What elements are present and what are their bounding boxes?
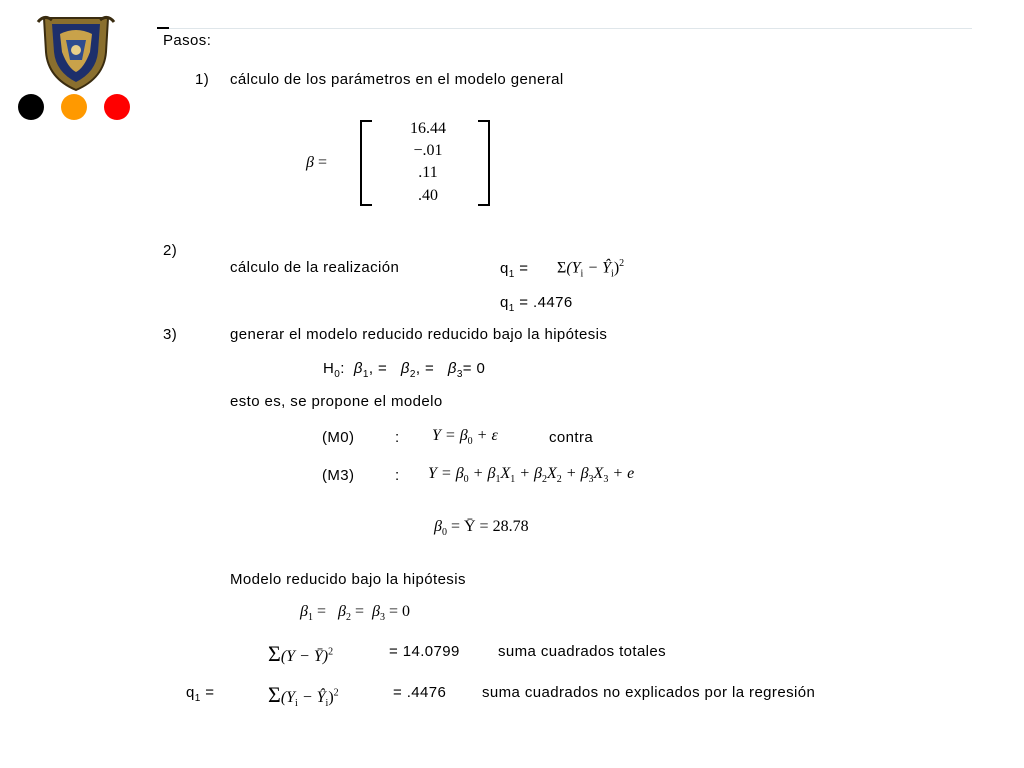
formula-sub: 1 [495,474,501,486]
eq: , = [415,360,435,377]
h-sub: 0 [334,369,341,380]
eq: = 0 [462,360,486,377]
step1-text: cálculo de los parámetros en el modelo general [230,71,564,88]
q-symbol: q [500,260,509,277]
red-dot [104,94,130,120]
q1-result [500,294,573,314]
formula-part: ) [328,689,334,706]
formula-part: X [500,465,511,482]
sigma-symbol: Σ [268,682,281,707]
formula-part: (Y − Ȳ) [280,648,329,665]
equals-sign: = [205,684,215,701]
formula-sub: 3 [603,474,609,486]
q-subscript: 1 [508,303,515,314]
formula-sub: i [611,268,614,280]
formula-sub: 0 [467,436,473,448]
formula-part: ) [613,259,620,277]
residual-sum-formula [557,258,624,280]
m3-formula [428,465,634,485]
formula-part: X [546,465,557,482]
vector-entry-3: .11 [418,164,438,181]
formula-part: + ε [472,427,498,444]
beta-symbol: β [447,360,457,377]
sse-label: suma cuadrados no explicados por la regresión [482,684,816,701]
beta-sub: 2 [409,369,416,380]
beta-symbol: β [300,603,308,620]
formula-part: (Y [566,259,581,277]
m3-colon: : [395,467,400,484]
formula-sub: 2 [541,474,547,486]
beta-symbol: β [338,603,346,620]
vector-entry-4: .40 [418,187,438,204]
sigma-symbol: Σ [268,641,281,666]
formula-sub: 1 [510,474,516,486]
equals-sign: = [317,154,327,171]
formula-sub: 0 [463,474,469,486]
q-symbol: q [500,294,509,311]
beta-sub: 0 [441,527,447,539]
formula-sub: 3 [588,474,594,486]
beta-sub: 1 [307,612,313,624]
eq: = 0 [384,603,410,620]
beta-sub: 3 [379,612,385,624]
formula-part: + β [468,465,496,482]
formula-sup: 2 [333,687,339,699]
formula-sup: 2 [328,646,334,658]
q1-definition [500,260,528,280]
sst-label: suma cuadrados totales [498,643,667,660]
sigma-symbol: Σ [557,259,567,277]
beta-sub: 1 [362,369,369,380]
formula-part: Y = β [432,427,468,444]
formula-part: X [593,465,604,482]
step3-number: 3) [163,326,178,343]
beta-symbol: β [434,518,442,535]
beta-vector-label [306,154,327,172]
beta-sub: 3 [456,369,463,380]
vector-entry-2: −.01 [413,142,443,159]
hypothesis [323,360,485,380]
formula-sub: i [580,268,584,280]
formula-part: + e [608,465,635,482]
q1-value: .4476 [533,294,573,311]
steps-heading: Pasos: [163,32,212,49]
eq: , = [368,360,388,377]
step3-text: generar el modelo reducido reducido bajo la hipótesis [230,326,608,343]
equals-sign: = [519,260,529,277]
colon: : [340,360,345,377]
q1-sse-label [186,684,214,704]
formula-sub: i [325,698,329,710]
q-subscript: 1 [508,269,515,280]
formula-part: + β [561,465,589,482]
step1-number: 1) [195,71,210,88]
formula-sup: 2 [619,258,625,269]
reduced-hypothesis [300,603,410,623]
step2-text: cálculo de la realización [230,259,400,276]
formula-part: (Y [280,689,296,706]
beta-sub: 2 [345,612,351,624]
m0-label: (M0) [322,429,355,446]
top-rule [160,28,972,29]
sse-formula [268,682,339,709]
eq: = [312,603,326,620]
m0-formula [432,427,498,447]
m0-colon: : [395,429,400,446]
h-symbol: H [323,360,335,377]
unam-seal-icon [34,12,118,92]
corner-tick [157,27,169,29]
reduced-model-title: Modelo reducido bajo la hipótesis [230,571,466,588]
formula-part: Y = β [428,465,464,482]
q-subscript: 1 [194,693,201,704]
sse-value: = .4476 [393,684,447,701]
beta-symbol: β [306,154,314,171]
contra-text: contra [549,429,594,446]
sst-value: = 14.0799 [389,643,460,660]
orange-dot [61,94,87,120]
formula-part: − Ŷ [583,259,612,277]
formula-part: − Ŷ [297,689,326,706]
q-symbol: q [186,684,195,701]
beta-symbol: β [400,360,410,377]
equals-sign: = [519,294,529,311]
beta0-value: = Ȳ = 28.78 [446,518,529,535]
vector-entry-1: 16.44 [410,120,446,137]
left-bracket [360,120,372,206]
formula-part: + β [515,465,542,482]
model-proposal-text: esto es, se propone el modelo [230,393,443,410]
step2-number: 2) [163,242,178,259]
right-bracket [478,120,490,206]
formula-sub: i [295,698,298,710]
eq: = [350,603,364,620]
sst-formula [268,641,333,667]
beta-symbol: β [372,603,380,620]
black-dot [18,94,44,120]
beta0-estimate [434,518,529,538]
m3-label: (M3) [322,467,355,484]
formula-sub: 2 [556,474,562,486]
beta-symbol: β [353,360,363,377]
